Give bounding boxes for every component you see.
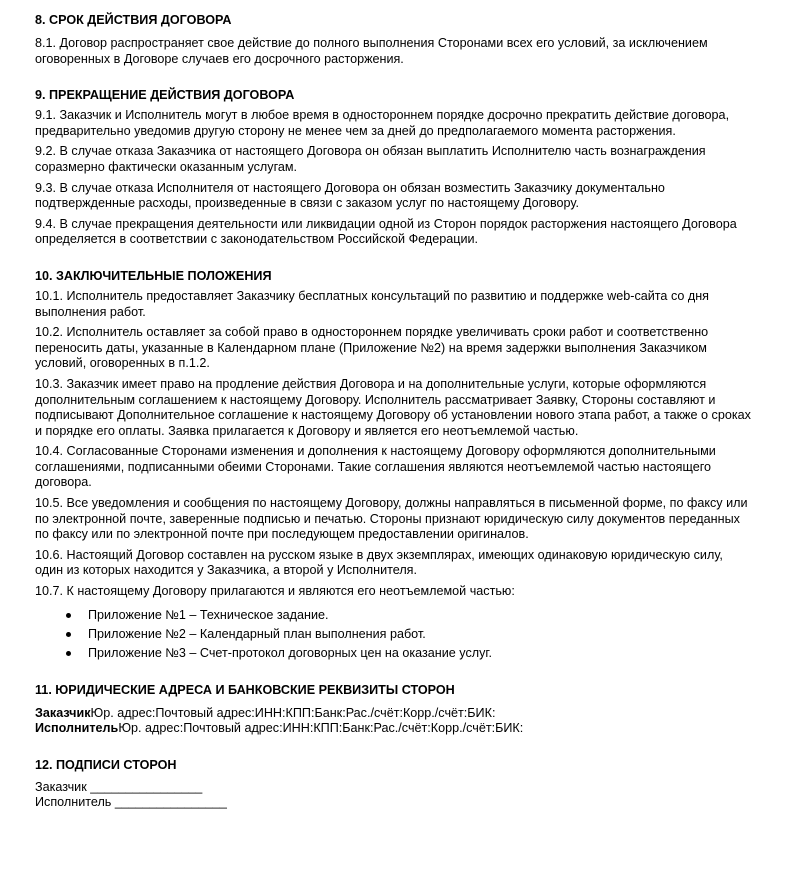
appendix-3-label: Приложение №3 – Счет-протокол договорных цен на оказание услуг. — [88, 645, 492, 660]
section-11-heading: 11. ЮРИДИЧЕСКИЕ АДРЕСА И БАНКОВСКИЕ РЕКВИЗИТЫ СТОРОН — [35, 682, 455, 697]
list-item — [66, 606, 752, 625]
clause-9-4: 9.4. В случае прекращения деятельности или ликвидации одной из Сторон порядок расторжения настоящего Договора определяется в соответствии с законодательством Российской Федерации. — [35, 216, 737, 247]
clause-10-6: 10.6. Настоящий Договор составлен на русском языке в двух экземплярах, имеющих одинаковую юридическую силу, один из которых находится у Заказчика, а второй у Исполнителя. — [35, 547, 723, 578]
section-8 — [35, 12, 752, 67]
clause-10-2: 10.2. Исполнитель оставляет за собой право в одностороннем порядке увеличивать сроки работ и соответственно переносить даты, указанные в Календарном плане (Приложение №2) на время задержки выполнения Заказчиком условий, оговоренных в п.1.2. — [35, 325, 709, 371]
clause-10-3: 10.3. Заказчик имеет право на продление действия Договора и на дополнительные услуги, которые оформляются дополнительным соглашением к настоящему Договору. Исполнитель рассматривает Заявку, Стороны составляют и подписывают Дополнительное соглашение к настоящему Договору об установлении нового этапа работ, а также о сроках и порядке его оплаты. Заявка прилагается к Договору и является его неотъемлемой частью. — [35, 376, 751, 438]
customer-signature-line: Заказчик ________________ — [35, 779, 203, 794]
customer-requisites — [35, 706, 752, 722]
clause-9-1: 9.1. Заказчик и Исполнитель могут в любое время в одностороннем порядке досрочно прекратить действие договора, предварительно уведомив другую сторону не менее чем за дней до предполагаемого момента расторжения. — [35, 108, 730, 138]
list-item — [66, 625, 752, 644]
bullet-icon — [66, 651, 71, 656]
bullet-icon — [66, 613, 71, 618]
clause-9-3: 9.3. В случае отказа Исполнителя от настоящего Договора он обязан возместить Заказчику документально подтвержденные расходы, произведенные в связи с заказом услуг по настоящему Договору. — [35, 180, 665, 211]
bullet-icon — [66, 632, 71, 637]
appendix-1-label: Приложение №1 – Техническое задание. — [88, 607, 329, 622]
section-9 — [35, 87, 752, 248]
appendix-2-label: Приложение №2 – Календарный план выполнения работ. — [88, 626, 426, 641]
clause-8-1: 8.1. Договор распространяет свое действие до полного выполнения Сторонами всех его условий, за исключением оговоренных в Договоре случаев его досрочного расторжения. — [35, 36, 708, 66]
clause-9-2: 9.2. В случае отказа Заказчика от настоящего Договора он обязан выплатить Исполнителю часть вознаграждения соразмерно фактически оказанным услугам. — [35, 144, 706, 174]
section-12-heading: 12. ПОДПИСИ СТОРОН — [35, 757, 177, 772]
clause-10-7: 10.7. К настоящему Договору прилагаются и являются его неотъемлемой частью: — [35, 584, 515, 599]
section-10 — [35, 268, 752, 663]
customer-label: Заказчик — [35, 705, 91, 720]
executor-signature-line: Исполнитель ________________ — [35, 795, 227, 810]
clause-10-5: 10.5. Все уведомления и сообщения по настоящему Договору, должны направляться в письменной форме, по факсу или по электронной почте, заверенные подписью и печатью. Стороны признают юридическую силу документов переданных по факсу или по электронной почте при последующем предоставлении оригиналов. — [35, 496, 748, 542]
section-9-heading: 9. ПРЕКРАЩЕНИЕ ДЕЙСТВИЯ ДОГОВОРА — [35, 88, 295, 103]
executor-details: Юр. адрес:Почтовый адрес:ИНН:КПП:Банк:Рас./счёт:Корр./счёт:БИК: — [118, 721, 524, 736]
clause-10-4: 10.4. Согласованные Сторонами изменения и дополнения к настоящему Договору оформляются дополнительными соглашениями, подписанными обеими Сторонами. Такие соглашения являются неотъемлемой частью настоящего договора. — [35, 444, 716, 490]
section-11 — [35, 682, 752, 737]
section-12 — [35, 757, 752, 811]
executor-requisites — [35, 721, 752, 737]
executor-label: Исполнитель — [35, 721, 119, 736]
clause-10-1: 10.1. Исполнитель предоставляет Заказчику бесплатных консультаций по развитию и поддержке web-сайта со дня выполнения работ. — [35, 288, 710, 319]
section-10-heading: 10. ЗАКЛЮЧИТЕЛЬНЫЕ ПОЛОЖЕНИЯ — [35, 268, 272, 283]
customer-details: Юр. адрес:Почтовый адрес:ИНН:КПП:Банк:Рас./счёт:Корр./счёт:БИК: — [90, 705, 496, 720]
appendix-list — [35, 606, 752, 663]
section-8-heading: 8. СРОК ДЕЙСТВИЯ ДОГОВОРА — [35, 13, 232, 27]
list-item — [66, 644, 752, 663]
